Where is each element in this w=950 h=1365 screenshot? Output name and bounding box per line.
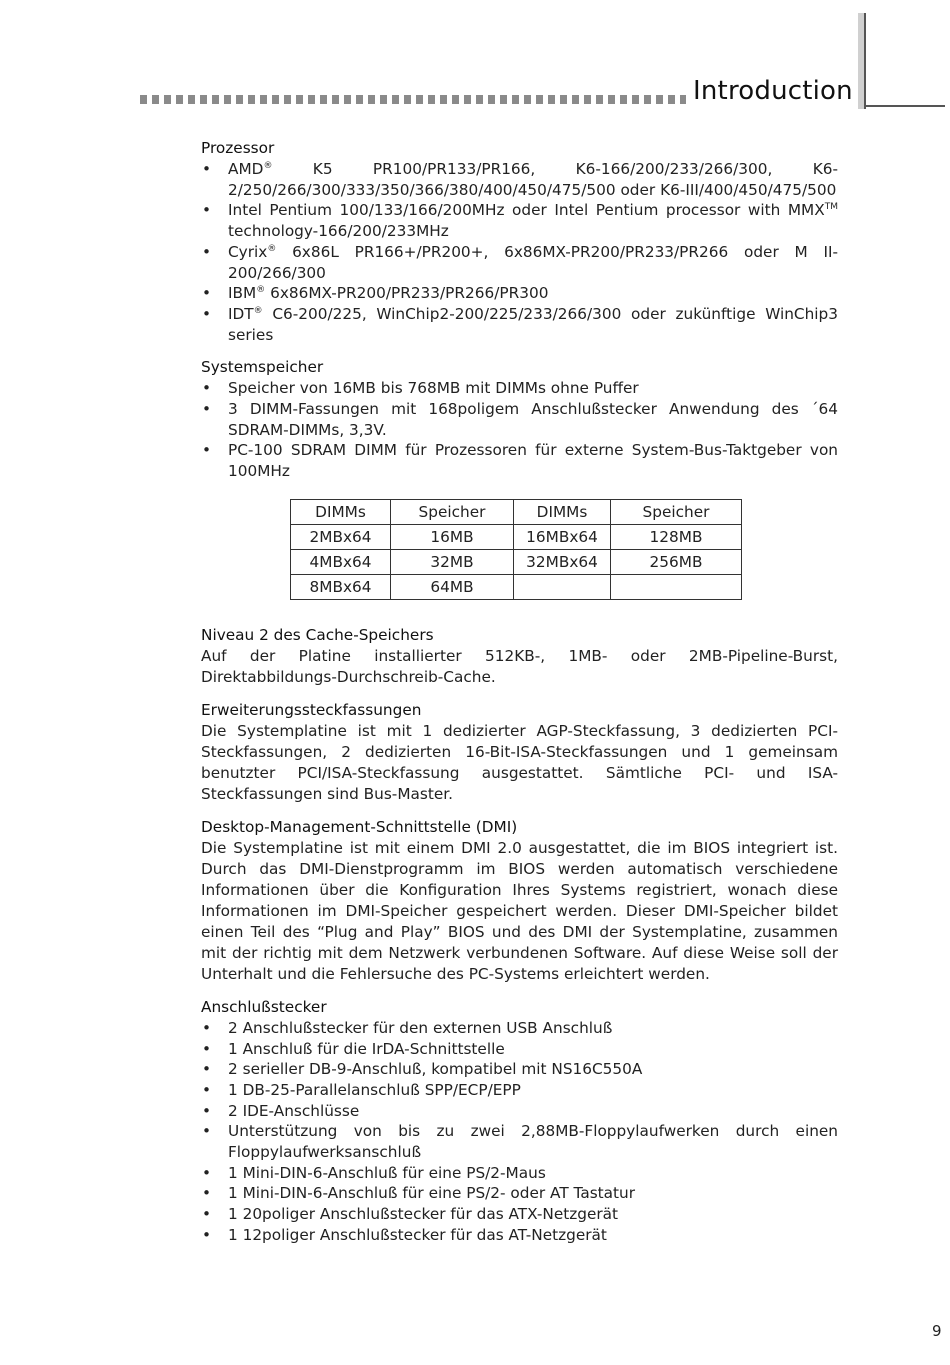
section-anschluss <box>201 997 838 1246</box>
table-cell: 32MB <box>391 549 514 574</box>
list-item: • 1 20poliger Anschlußstecker für das ATX-Netzgerät <box>201 1204 838 1225</box>
table-header-row <box>291 499 742 524</box>
section-heading: Desktop-Management-Schnittstelle (DMI) <box>201 817 518 836</box>
table-header-cell: Speicher <box>391 499 514 524</box>
processor-list <box>201 159 838 345</box>
table-cell <box>514 574 611 599</box>
table-cell: 16MBx64 <box>514 524 611 549</box>
table-cell: 2MBx64 <box>291 524 391 549</box>
section-heading: Erweiterungssteckfassungen <box>201 700 422 719</box>
table-header-cell: Speicher <box>611 499 742 524</box>
list-item: • Speicher von 16MB bis 768MB mit DIMMs ohne Puffer <box>201 378 838 399</box>
table-cell: 16MB <box>391 524 514 549</box>
list-item: • 2 IDE-Anschlüsse <box>201 1101 838 1122</box>
table-cell: 32MBx64 <box>514 549 611 574</box>
table-row <box>291 524 742 549</box>
table-row <box>291 549 742 574</box>
list-item: • 3 DIMM-Fassungen mit 168poligem Anschlußstecker Anwendung des ´64 SDRAM-DIMMs, 3,3V. <box>201 399 838 440</box>
page-content <box>201 138 838 1258</box>
corner-ornament-rule <box>864 105 945 107</box>
table-header-cell: DIMMs <box>514 499 611 524</box>
table-cell: 8MBx64 <box>291 574 391 599</box>
table-cell <box>611 574 742 599</box>
list-item: • 1 Mini-DIN-6-Anschluß für eine PS/2- oder AT Tastatur <box>201 1183 838 1204</box>
section-heading: Niveau 2 des Cache-Speichers <box>201 625 434 644</box>
section-heading: Prozessor <box>201 139 275 157</box>
list-item: • 1 Anschluß für die IrDA-Schnittstelle <box>201 1039 838 1060</box>
list-item: • Unterstützung von bis zu zwei 2,88MB-Floppylaufwerken durch einen Floppylaufwerksanschluß <box>201 1121 838 1162</box>
list-item: • 1 DB-25-Parallelanschluß SPP/ECP/EPP <box>201 1080 838 1101</box>
table-cell: 128MB <box>611 524 742 549</box>
table-cell: 4MBx64 <box>291 549 391 574</box>
header-dotted-rule <box>140 95 686 104</box>
list-item: • 1 Mini-DIN-6-Anschluß für eine PS/2-Maus <box>201 1163 838 1184</box>
section-erweiterung <box>201 700 838 805</box>
section-paragraph: Auf der Platine installierter 512KB-, 1MB- oder 2MB-Pipeline-Burst, Direktabbildungs-Durchschreib-Cache. <box>201 646 838 686</box>
list-item: • Intel Pentium 100/133/166/200MHz oder Intel Pentium processor with MMX™ technology-166/200/233MHz <box>201 200 838 241</box>
list-item: • IBM® 6x86MX-PR200/PR233/PR266/PR300 <box>201 283 838 304</box>
list-item: • IDT® C6-200/225, WinChip2-200/225/233/266/300 oder zukünftige WinChip3 series <box>201 304 838 345</box>
section-paragraph: Die Systemplatine ist mit 1 dedizierter AGP-Steckfassung, 3 dedizierten PCI-Steckfassungen, 2 dedizierten 16-Bit-ISA-Steckfassungen und 1 gemeinsam benutzter PCI/ISA-Steckfassung ausgestattet. Sämtliche PCI- und ISA-Steckfassungen sind Bus-Master. <box>201 721 838 803</box>
corner-ornament-line <box>864 13 866 109</box>
section-heading: Anschlußstecker <box>201 997 327 1016</box>
section-prozessor <box>201 138 838 345</box>
list-item: • 1 12poliger Anschlußstecker für das AT-Netzgerät <box>201 1225 838 1246</box>
table-row <box>291 574 742 599</box>
section-heading: Systemspeicher <box>201 358 324 377</box>
table-cell: 64MB <box>391 574 514 599</box>
connector-list <box>201 1018 838 1246</box>
section-paragraph: Die Systemplatine ist mit einem DMI 2.0 ausgestattet, die im BIOS integriert ist. Durch das DMI-Dienstprogramm im BIOS werden automatisch verschiedene Informationen über die Konfiguration Ihres Systems registriert, wonach diese Informationen im DMI-Speicher gespeichert werden. Dieser DMI-Speicher bildet einen Teil des “Plug and Play” BIOS und des DMI der Systemplatine, zusammen mit der richtig mit dem Netzwerk verbundenen Software. Auf diese Weise soll der Unterhalt und die Fehlersuche des PC-Systems erleichtert werden. <box>201 838 838 983</box>
section-cache <box>201 625 838 688</box>
list-item: • Cyrix® 6x86L PR166+/PR200+, 6x86MX-PR200/PR233/PR266 oder M II-200/266/300 <box>201 242 838 283</box>
table-cell: 256MB <box>611 549 742 574</box>
page-number: 9 <box>932 1322 942 1340</box>
list-item: • AMD® K5 PR100/PR133/PR166, K6-166/200/233/266/300, K6-2/250/266/300/333/350/366/380/400/450/475/500 oder K6-III/400/450/475/500 <box>201 159 838 200</box>
list-item: • 2 serieller DB-9-Anschluß, kompatibel mit NS16C550A <box>201 1059 838 1080</box>
list-item: • PC-100 SDRAM DIMM für Prozessoren für externe System-Bus-Taktgeber von 100MHz <box>201 440 838 481</box>
memory-list <box>201 378 838 482</box>
page-title: Introduction <box>693 76 853 106</box>
table-header-cell: DIMMs <box>291 499 391 524</box>
section-dmi <box>201 817 838 985</box>
list-item: • 2 Anschlußstecker für den externen USB Anschluß <box>201 1018 838 1039</box>
section-systemspeicher <box>201 357 838 482</box>
memory-table <box>290 499 742 600</box>
